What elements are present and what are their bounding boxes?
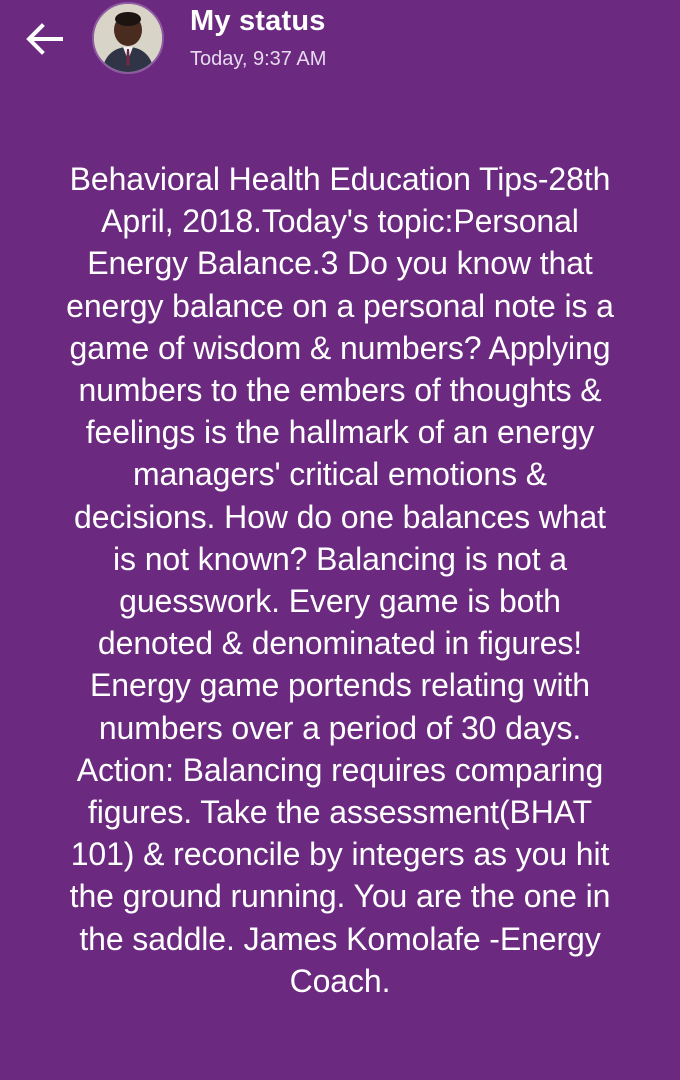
profile-photo bbox=[94, 4, 162, 72]
arrow-left-icon bbox=[24, 22, 64, 56]
status-header bbox=[0, 0, 680, 88]
avatar[interactable] bbox=[92, 2, 164, 74]
page-title: My status bbox=[190, 5, 326, 37]
back-button[interactable] bbox=[20, 18, 68, 60]
status-message: Behavioral Health Education Tips-28th April, 2018.Today's topic:Personal Energy Balance.3 Do you know that energy balance on a personal note is a game of wisdom & numbers? Applying numbers to the embers of thoughts & feelings is the hallmark of an energy managers' critical emotions & decisions. How do one balances what is not known? Balancing is not a guesswork. Every game is both denoted & denominated in figures! Energy game portends relating with numbers over a period of 30 days. Action: Balancing requires comparing figures. Take the assessment(BHAT 101) & reconcile by integers as you hit the ground running. You are the one in the saddle. James Komolafe -Energy Coach. bbox=[66, 161, 614, 999]
status-timestamp: Today, 9:37 AM bbox=[190, 48, 327, 70]
